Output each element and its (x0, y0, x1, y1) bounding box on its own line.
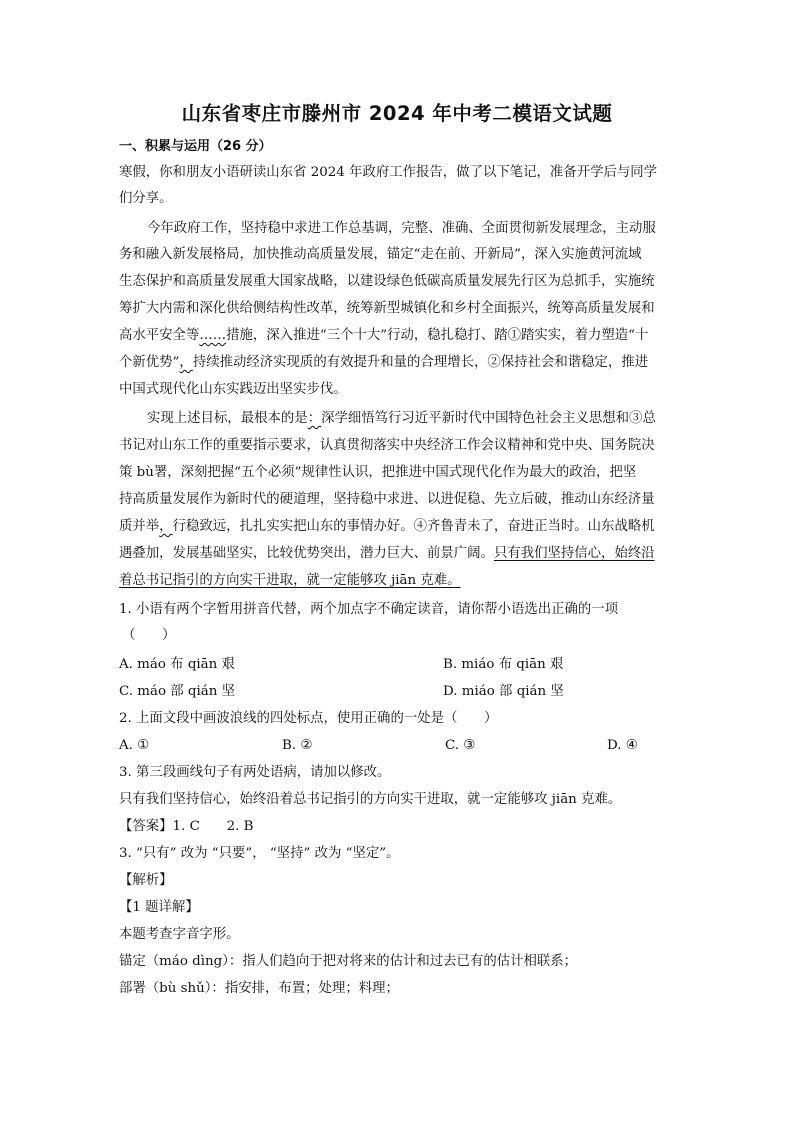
para1-line-6 (119, 353, 648, 373)
q2-option-b: B. ② (282, 738, 313, 753)
question-1-stem: 1. 小语有两个字暂用拼音代替，两个加点字不确定读音，请你帮小语选出正确的一项 (119, 602, 619, 617)
answer-label: 【答案】1. C 2. B (119, 819, 254, 834)
para2-line-6 (119, 544, 655, 564)
q1-option-b: B. miáo 布 qiān 艰 (443, 657, 564, 672)
para1-line-7: 中国式现代化山东实践迈出坚实步伐。 (119, 382, 347, 397)
text-segment: 高水平安全等 (119, 328, 200, 343)
para1-line-2: 务和融入新发展格局，加快推动高质量发展，锚定“走在前、开新局”，深入实施黄河流域 (119, 247, 642, 262)
analysis-label: 【解析】 (119, 873, 173, 888)
gloss-2: 部署（bù shǔ）：指安排，布置；处理；料理； (119, 981, 399, 996)
q2-option-d: D. ④ (607, 738, 638, 753)
text-segment: 行稳致远，扎扎实实把山东的事情办好。④齐鲁青未了，奋进正当时。山东战略机 (172, 519, 655, 534)
wavy-punctuation-2: ， (179, 355, 193, 370)
para1-line-5 (119, 326, 648, 346)
para2-line-2: 书记对山东工作的重要指示要求，认真贯彻落实中央经济工作会议精神和党中央、国务院决 (119, 438, 655, 453)
para2-line-5 (119, 517, 655, 537)
para1-line-1: 今年政府工作，坚持稳中求进工作总基调，完整、准确、全面贯彻新发展理念，主动服 (147, 221, 656, 236)
para2-line-4: 持高质量发展作为新时代的硬道理，坚持稳中求进、以进促稳、先立后破，推动山东经济量 (119, 492, 655, 507)
gloss-1: 锚定（máo dìng）：指人们趋向于把对将来的估计和过去已有的估计相联系； (119, 954, 578, 969)
text-segment: 持续推动经济实现质的有效提升和量的合理增长，②保持社会和谐稳定，推进 (192, 355, 649, 370)
wavy-punctuation-1: …… (199, 328, 227, 343)
text-segment: 实现上述目标，最根本的是 (147, 411, 308, 426)
q1-option-a: A. máo 布 qiān 艰 (119, 657, 235, 672)
q1-option-c: C. máo 部 qián 坚 (119, 684, 236, 699)
question-3-sentence: 只有我们坚持信心，始终沿着总书记指引的方向实干进取，就一定能够攻 jiān 克难。 (119, 792, 622, 807)
question-2-stem: 2. 上面文段中画波浪线的四处标点，使用正确的一处是（ ） (119, 711, 498, 726)
para2-line-7-underlined: 着总书记指引的方向实干进取，就一定能够攻 jiān 克难。 (119, 573, 461, 588)
para1-line-4: 筹扩大内需和深化供给侧结构性改革，统筹新型城镇化和乡村全面振兴，统筹高质量发展和 (119, 301, 655, 316)
section-heading: 一、积累与运用（26 分） (119, 139, 272, 154)
underlined-sentence: 只有我们坚持信心，始终沿 (493, 546, 655, 561)
para2-line-3: 策 bù署，深刻把握“五个必须”规律性认识，把推进中国式现代化作为最大的政治，把坚 (119, 465, 637, 480)
text-segment: 个新优势” (119, 355, 180, 370)
detail-1-label: 【1 题详解】 (119, 900, 199, 915)
q1-option-d: D. miáo 部 qián 坚 (443, 684, 564, 699)
text-segment: 深学细悟笃行习近平新时代中国特色社会主义思想和③总 (321, 411, 656, 426)
document-title: 山东省枣庄市滕州市 2024 年中考二模语文试题 (181, 102, 613, 125)
para1-line-3: 生态保护和高质量发展重大国家战略，以建设绿色低碳高质量发展先行区为总抓手，实施统 (119, 274, 655, 289)
answer-3: 3. “只有” 改为 “只要”， “坚持” 改为 “坚定”。 (119, 846, 400, 861)
q2-option-c: C. ③ (445, 738, 476, 753)
detail-1-text: 本题考查字音字形。 (119, 927, 240, 942)
text-segment: 措施，深入推进“三个十大”行动，稳扎稳打、踏①踏实实，着力塑造“十 (226, 328, 649, 343)
text-segment: 质并举 (119, 519, 160, 534)
wavy-punctuation-3: ： (307, 411, 322, 426)
q2-option-a: A. ① (119, 738, 150, 753)
para2-line-1 (147, 409, 656, 429)
question-1-paren: （ ） (122, 628, 176, 643)
question-3-stem: 3. 第三段画线句子有两处语病，请加以修改。 (119, 765, 391, 780)
intro-line-2: 们分享。 (119, 191, 173, 206)
wavy-punctuation-4: ， (159, 519, 173, 534)
text-segment: 遇叠加，发展基础坚实，比较优势突出，潜力巨大、前景广阔。 (119, 546, 494, 561)
intro-line-1: 寒假，你和朋友小语研读山东省 2024 年政府工作报告，做了以下笔记，准备开学后与同学 (119, 165, 658, 180)
